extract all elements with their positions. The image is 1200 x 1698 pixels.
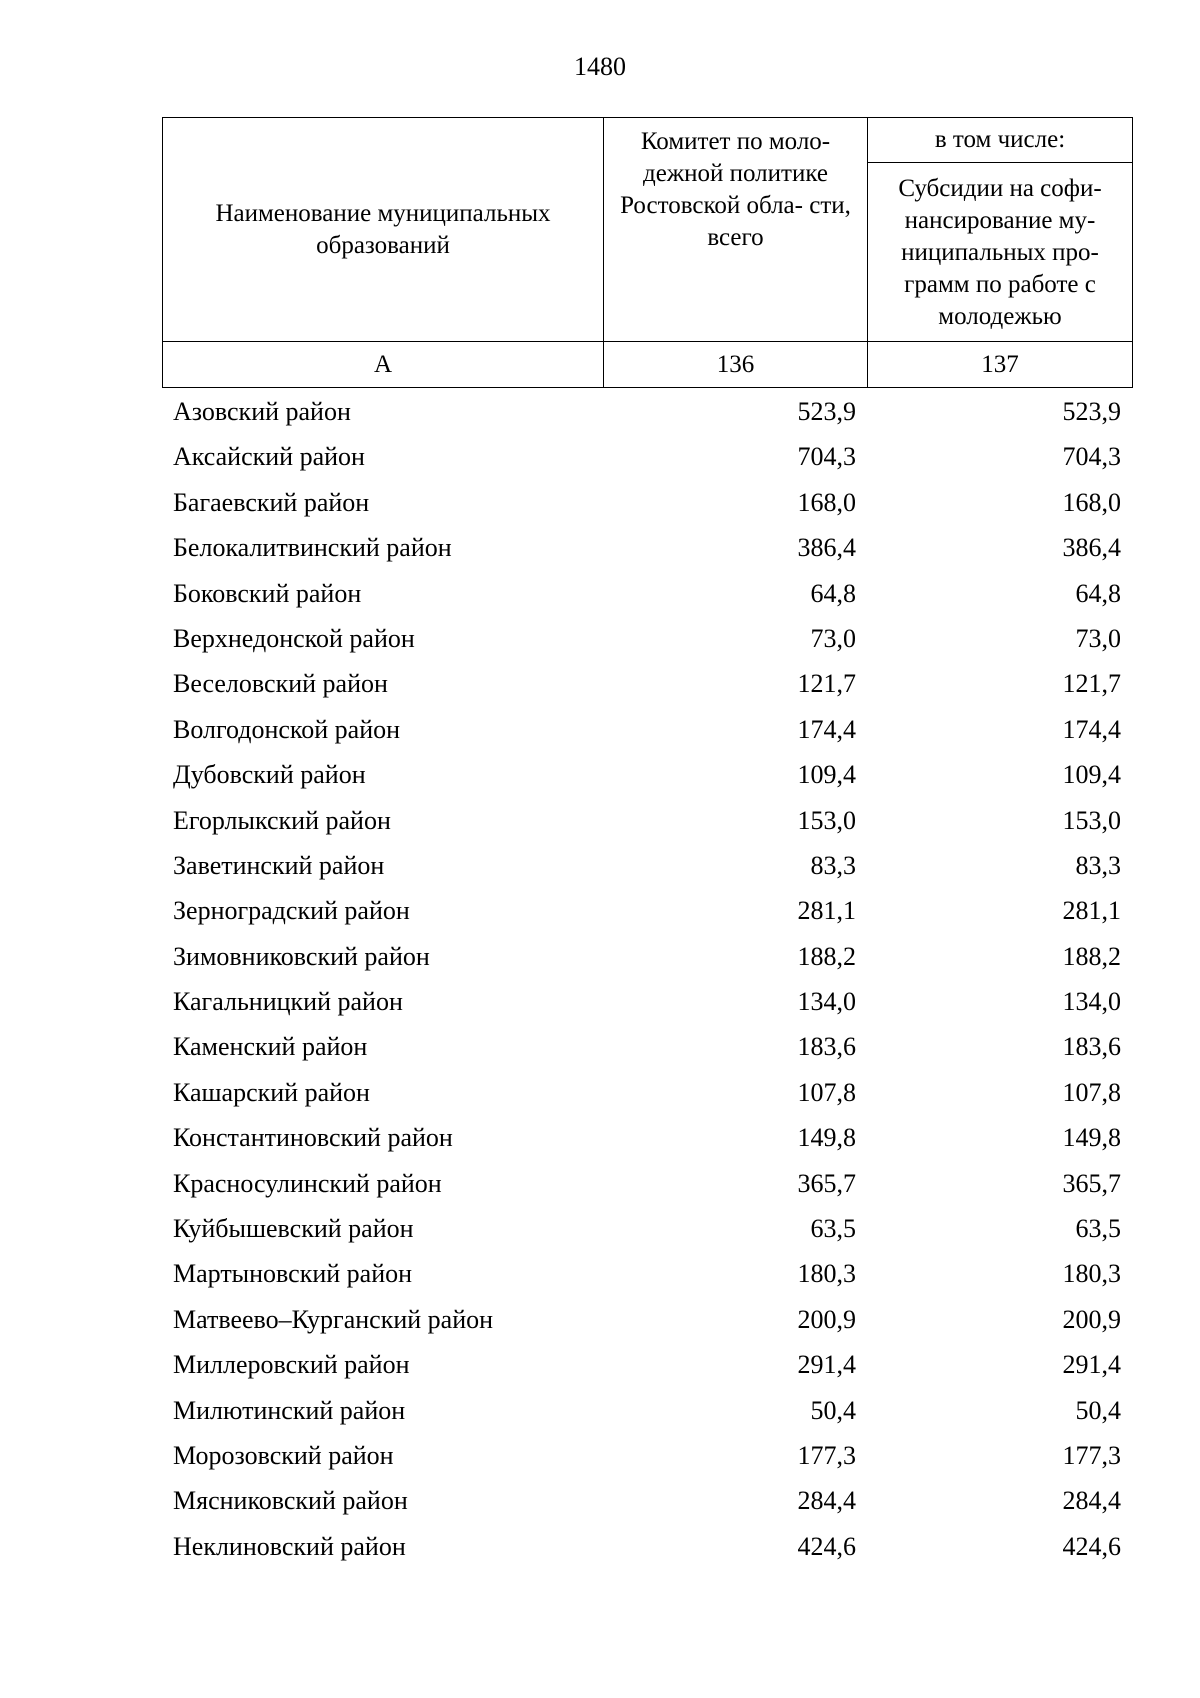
row-subsidy-value: 183,6 <box>1062 1032 1121 1062</box>
row-municipality-name: Багаевский район <box>173 487 370 517</box>
row-municipality-name: Зимовниковский район <box>173 941 430 971</box>
table-row <box>162 1161 1132 1206</box>
table-row <box>162 616 1132 661</box>
column-index-subsidy: 137 <box>868 342 1133 388</box>
row-municipality-name: Матвеево–Курганский район <box>173 1304 494 1334</box>
table-row <box>162 571 1132 616</box>
table-row <box>162 389 1132 434</box>
table-header <box>162 117 1133 388</box>
row-committee-total: 704,3 <box>797 442 856 472</box>
table-row <box>162 1070 1132 1115</box>
row-subsidy-value: 168,0 <box>1062 487 1121 517</box>
table-row <box>162 1297 1132 1342</box>
row-committee-total: 109,4 <box>797 760 856 790</box>
row-subsidy-value: 177,3 <box>1062 1440 1121 1470</box>
table-row <box>162 480 1132 525</box>
row-municipality-name: Миллеровский район <box>173 1350 410 1380</box>
page-number: 1480 <box>574 52 626 81</box>
row-committee-total: 107,8 <box>797 1077 856 1107</box>
header-committee-total: Комитет по моло- дежной политике Ростовской обла- сти, всего <box>604 118 868 342</box>
row-committee-total: 64,8 <box>810 578 856 608</box>
row-municipality-name: Константиновский район <box>173 1123 453 1153</box>
table-body <box>162 389 1132 1569</box>
row-committee-total: 153,0 <box>797 805 856 835</box>
table-row <box>162 979 1132 1024</box>
row-municipality-name: Волгодонской район <box>173 714 401 744</box>
row-committee-total: 73,0 <box>810 623 856 653</box>
row-committee-total: 523,9 <box>797 397 856 426</box>
table-row <box>162 707 1132 752</box>
row-municipality-name: Азовский район <box>173 397 351 426</box>
column-index-name: А <box>163 342 604 388</box>
table-row <box>162 1524 1132 1569</box>
table-row <box>162 434 1132 479</box>
row-subsidy-value: 50,4 <box>1075 1395 1121 1425</box>
row-subsidy-value: 73,0 <box>1075 623 1121 653</box>
row-municipality-name: Мясниковский район <box>173 1486 408 1516</box>
row-subsidy-value: 291,4 <box>1062 1350 1121 1380</box>
row-subsidy-value: 134,0 <box>1062 987 1121 1017</box>
table-row <box>162 525 1132 570</box>
row-subsidy-value: 188,2 <box>1062 941 1121 971</box>
row-committee-total: 188,2 <box>797 941 856 971</box>
row-committee-total: 177,3 <box>797 1440 856 1470</box>
row-municipality-name: Кашарский район <box>173 1077 370 1107</box>
table-row <box>162 888 1132 933</box>
table-row <box>162 752 1132 797</box>
row-municipality-name: Куйбышевский район <box>173 1214 414 1244</box>
row-committee-total: 200,9 <box>797 1304 856 1334</box>
row-subsidy-value: 174,4 <box>1062 714 1121 744</box>
row-committee-total: 83,3 <box>810 850 856 880</box>
row-committee-total: 291,4 <box>797 1350 856 1380</box>
row-municipality-name: Аксайский район <box>173 442 365 472</box>
row-subsidy-value: 180,3 <box>1062 1259 1121 1289</box>
row-subsidy-value: 523,9 <box>1062 397 1121 426</box>
row-municipality-name: Мартыновский район <box>173 1259 413 1289</box>
row-subsidy-value: 64,8 <box>1075 578 1121 608</box>
table-row <box>162 1251 1132 1296</box>
row-subsidy-value: 121,7 <box>1062 669 1121 699</box>
row-municipality-name: Милютинский район <box>173 1395 406 1425</box>
row-subsidy-value: 107,8 <box>1062 1077 1121 1107</box>
row-subsidy-value: 83,3 <box>1075 850 1121 880</box>
row-municipality-name: Зерноградский район <box>173 896 410 926</box>
table-row <box>162 661 1132 706</box>
row-subsidy-value: 424,6 <box>1062 1531 1121 1561</box>
row-subsidy-value: 153,0 <box>1062 805 1121 835</box>
row-municipality-name: Белокалитвинский район <box>173 533 452 563</box>
row-committee-total: 50,4 <box>810 1395 856 1425</box>
row-subsidy-value: 63,5 <box>1075 1214 1121 1244</box>
row-municipality-name: Морозовский район <box>173 1440 394 1470</box>
row-municipality-name: Красносулинский район <box>173 1168 442 1198</box>
row-committee-total: 168,0 <box>797 487 856 517</box>
row-committee-total: 424,6 <box>797 1531 856 1561</box>
table-row <box>162 843 1132 888</box>
table-row <box>162 1206 1132 1251</box>
row-committee-total: 284,4 <box>797 1486 856 1516</box>
row-committee-total: 183,6 <box>797 1032 856 1062</box>
table-row <box>162 1478 1132 1523</box>
row-municipality-name: Веселовский район <box>173 669 388 699</box>
table-row <box>162 934 1132 979</box>
row-municipality-name: Неклиновский район <box>173 1531 406 1561</box>
row-committee-total: 121,7 <box>797 669 856 699</box>
row-municipality-name: Дубовский район <box>173 760 366 790</box>
row-committee-total: 365,7 <box>797 1168 856 1198</box>
row-committee-total: 180,3 <box>797 1259 856 1289</box>
row-committee-total: 386,4 <box>797 533 856 563</box>
header-including: в том числе: <box>868 118 1133 163</box>
row-municipality-name: Заветинский район <box>173 850 385 880</box>
table-row <box>162 1433 1132 1478</box>
row-committee-total: 149,8 <box>797 1123 856 1153</box>
row-subsidy-value: 704,3 <box>1062 442 1121 472</box>
row-municipality-name: Кагальницкий район <box>173 987 403 1017</box>
row-subsidy-value: 281,1 <box>1062 896 1121 926</box>
row-committee-total: 174,4 <box>797 714 856 744</box>
row-municipality-name: Егорлыкский район <box>173 805 391 835</box>
row-municipality-name: Каменский район <box>173 1032 368 1062</box>
row-subsidy-value: 200,9 <box>1062 1304 1121 1334</box>
row-committee-total: 134,0 <box>797 987 856 1017</box>
table-row <box>162 1388 1132 1433</box>
row-subsidy-value: 109,4 <box>1062 760 1121 790</box>
row-municipality-name: Верхнедонской район <box>173 623 415 653</box>
row-committee-total: 281,1 <box>797 896 856 926</box>
column-index-total: 136 <box>604 342 868 388</box>
row-municipality-name: Боковский район <box>173 578 362 608</box>
row-subsidy-value: 386,4 <box>1062 533 1121 563</box>
row-subsidy-value: 365,7 <box>1062 1168 1121 1198</box>
header-municipality-name: Наименование муниципальных образований <box>163 118 604 342</box>
header-subsidy: Субсидии на софи- нансирование му- ниципальных про- грамм по работе с молодежью <box>868 163 1133 342</box>
row-subsidy-value: 149,8 <box>1062 1123 1121 1153</box>
row-committee-total: 63,5 <box>810 1214 856 1244</box>
table-row <box>162 1024 1132 1069</box>
table-row <box>162 798 1132 843</box>
table-row <box>162 1115 1132 1160</box>
row-subsidy-value: 284,4 <box>1062 1486 1121 1516</box>
table-row <box>162 1342 1132 1387</box>
